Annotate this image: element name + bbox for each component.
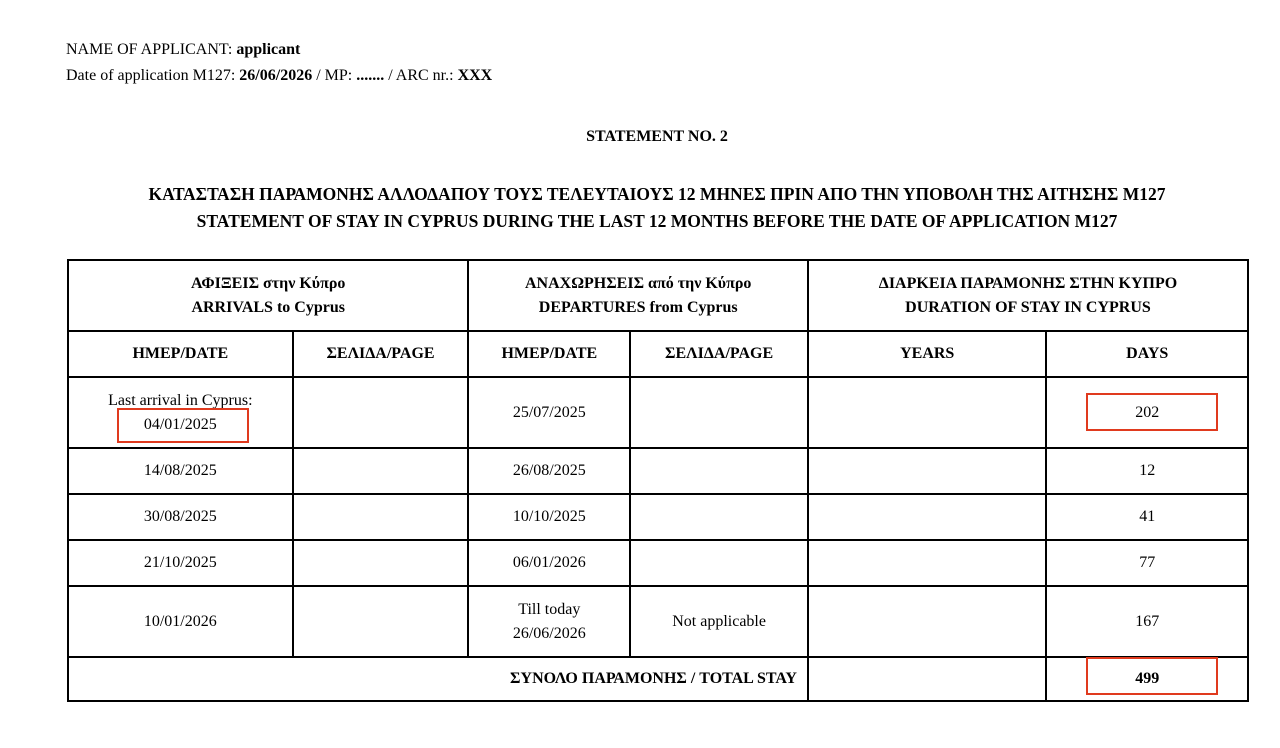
departure-date-cell: 06/01/2026 <box>468 540 630 586</box>
arrival-page-cell <box>293 377 469 448</box>
days-cell: 167 <box>1046 586 1248 657</box>
departure-date-cell: 26/08/2025 <box>468 448 630 494</box>
arrival-date-cell: 10/01/2026 <box>68 586 293 657</box>
table-row <box>68 540 1248 586</box>
departures-header <box>468 260 808 331</box>
application-date-label: Date of application M127: <box>66 67 240 84</box>
departure-page-cell <box>630 540 808 586</box>
table-row <box>68 448 1248 494</box>
table-row <box>68 494 1248 540</box>
title-greek: ΚΑΤΑΣΤΑΣΗ ΠΑΡΑΜΟΝΗΣ ΑΛΛΟΔΑΠΟΥ ΤΟΥΣ ΤΕΛΕΥΤΑΙΟΥΣ 12 ΜΗΝΕΣ ΠΡΙΝ ΑΠΟ ΤΗΝ ΥΠΟΒΟΛΗ ΤΗΣ ΑΙΤΗΣΗΣ Μ127 <box>148 184 1166 204</box>
arrival-page-cell <box>293 586 469 657</box>
total-row <box>68 657 1248 701</box>
statement-title <box>0 181 1280 235</box>
table-row <box>68 586 1248 657</box>
arrivals-header-greek: ΑΦΙΞΕΙΣ στην Κύπρο <box>190 274 346 292</box>
column-header-row <box>68 331 1248 377</box>
statement-number: STATEMENT NO. 2 <box>586 128 728 145</box>
arc-value: XXX <box>457 67 493 84</box>
arrival-date-cell: 30/08/2025 <box>68 494 293 540</box>
till-today-label: Till today <box>518 600 581 618</box>
total-days-cell: 499 <box>1046 657 1248 701</box>
column-header-arrival-date: ΗΜΕΡ/DATE <box>68 331 293 377</box>
title-english: STATEMENT OF STAY IN CYPRUS DURING THE LAST 12 MONTHS BEFORE THE DATE OF APPLICATION M127 <box>196 211 1118 231</box>
days-cell: 12 <box>1046 448 1248 494</box>
arrival-page-cell <box>293 448 469 494</box>
stay-table <box>67 259 1249 702</box>
arrival-date-cell <box>68 377 293 448</box>
arrival-page-cell <box>293 540 469 586</box>
column-header-years: YEARS <box>808 331 1046 377</box>
arrivals-header <box>68 260 468 331</box>
applicant-info <box>66 37 492 89</box>
application-date-value: 26/06/2026 <box>239 67 313 84</box>
years-cell <box>808 494 1046 540</box>
departure-date-cell: 10/10/2025 <box>468 494 630 540</box>
departure-page-cell <box>630 377 808 448</box>
total-label: ΣΥΝΟΛΟ ΠΑΡΑΜΟΝΗΣ / TOTAL STAY <box>68 657 808 701</box>
applicant-name-line <box>66 37 492 63</box>
departures-header-greek: ΑΝΑΧΩΡΗΣΕΙΣ από την Κύπρο <box>524 274 752 292</box>
days-cell: 202 <box>1046 377 1248 448</box>
duration-header <box>808 260 1248 331</box>
departure-page-cell <box>630 448 808 494</box>
arrival-page-cell <box>293 494 469 540</box>
last-arrival-label: Last arrival in Cyprus: <box>108 391 253 409</box>
column-header-days: DAYS <box>1046 331 1248 377</box>
years-cell <box>808 586 1046 657</box>
arrivals-header-english: ARRIVALS to Cyprus <box>191 298 345 316</box>
application-date-line <box>66 63 492 89</box>
last-arrival-date: 04/01/2025 <box>143 415 217 433</box>
departures-header-english: DEPARTURES from Cyprus <box>538 298 738 316</box>
column-header-departure-date: ΗΜΕΡ/DATE <box>468 331 630 377</box>
days-cell: 77 <box>1046 540 1248 586</box>
departure-page-cell: Not applicable <box>630 586 808 657</box>
applicant-name-value: applicant <box>236 41 301 58</box>
departure-page-cell <box>630 494 808 540</box>
days-cell: 41 <box>1046 494 1248 540</box>
years-cell <box>808 377 1046 448</box>
years-cell <box>808 448 1046 494</box>
column-header-arrival-page: ΣΕΛΙΔΑ/PAGE <box>293 331 469 377</box>
duration-header-greek: ΔΙΑΡΚΕΙΑ ΠΑΡΑΜΟΝΗΣ ΣΤΗΝ ΚΥΠΡΟ <box>878 274 1178 292</box>
total-years-cell <box>808 657 1046 701</box>
departure-date-cell: 25/07/2025 <box>468 377 630 448</box>
arrival-date-cell: 21/10/2025 <box>68 540 293 586</box>
departure-date-cell <box>468 586 630 657</box>
arc-label: / ARC nr.: <box>384 67 458 84</box>
arrival-date-cell: 14/08/2025 <box>68 448 293 494</box>
duration-header-english: DURATION OF STAY IN CYPRUS <box>905 298 1151 316</box>
group-header-row <box>68 260 1248 331</box>
years-cell <box>808 540 1046 586</box>
applicant-name-label: NAME OF APPLICANT: <box>66 41 237 58</box>
column-header-departure-page: ΣΕΛΙΔΑ/PAGE <box>630 331 808 377</box>
mp-label: / MP: <box>312 67 357 84</box>
mp-value: ....... <box>356 67 385 84</box>
table-row <box>68 377 1248 448</box>
till-today-date: 26/06/2026 <box>512 624 586 642</box>
